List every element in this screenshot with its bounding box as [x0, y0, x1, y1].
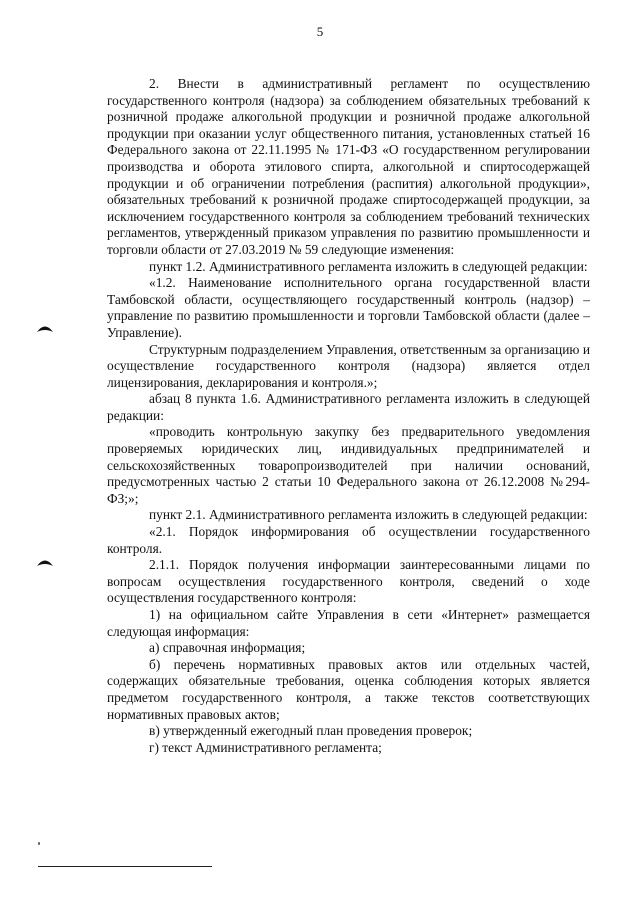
paragraph: пункт 2.1. Административного регламента изложить в следующей редакции:	[149, 507, 588, 523]
page-number: 5	[316, 24, 324, 39]
paragraph: пункт 1.2. Административного регламента изложить в следующей редакции:	[149, 258, 588, 274]
paragraph: 2. Внести в административный регламент по осуществлению государственного контроля (надзора) за соблюдением обязательных требований к розничной продаже алкогольной продукции и розничной продаже алкогольной продукции при оказании услуг общественного питания, установленных статьей 16 Федерального закона от 22.11.1995 № 171-ФЗ «О государственном регулировании производства и оборота этилового спирта, алкогольной и спиртосодержащей продукции и об ограничении потребления (распития) алкогольной продукции», обязательных требований к розничной продаже спиртосодержащей продукции, за исключением государственного контроля за соблюдением требований технических регламентов, утвержденный приказом управления по развитию промышленности и торговли области от 27.03.2019 № 59 следующие изменения:	[107, 76, 590, 257]
paragraph: г) текст Административного регламента;	[149, 739, 382, 755]
paragraph: 2.1.1. Порядок получения информации заинтересованными лицами по вопросам осуществления государственного контроля, сведений о ходе осуществления государственного контроля:	[107, 557, 590, 606]
paragraph: в) утвержденный ежегодный план проведения проверок;	[149, 723, 473, 739]
scan-speck	[38, 842, 40, 845]
paragraph: б) перечень нормативных правовых актов или отдельных частей, содержащих обязательные требования, оценка соблюдения которых является предметом государственного контроля, а также текстов соответствующих нормативных правовых актов;	[107, 656, 590, 722]
paragraph: «проводить контрольную закупку без предварительного уведомления проверяемых юридических лиц, индивидуальных предпринимателей и сельскохозяйственных товаропроизводителей при наличии оснований, предусмотренных частью 2 статьи 10 Федерального закона от 26.12.2008 №294-ФЗ;»;	[107, 424, 590, 506]
document-body	[107, 76, 590, 756]
paragraph: а) справочная информация;	[149, 640, 306, 656]
paragraph: «2.1. Порядок информирования об осуществлении государственного контроля.	[107, 524, 590, 556]
paragraph: «1.2. Наименование исполнительного органа государственной власти Тамбовской области, осуществляющего государственный контроль (надзор) – управление по развитию промышленности и торговли Тамбовской области (далее – Управление).	[107, 275, 590, 340]
footnote-divider	[38, 866, 212, 867]
punch-mark-icon	[36, 323, 54, 333]
punch-mark-icon	[36, 557, 54, 567]
paragraph: 1) на официальном сайте Управления в сети «Интернет» размещается следующая информация:	[107, 607, 590, 639]
paragraph: абзац 8 пункта 1.6. Административного регламента изложить в следующей редакции:	[107, 391, 590, 423]
paragraph: Структурным подразделением Управления, ответственным за организацию и осуществление государственного контроля (надзора) является отдел лицензирования, декларирования и контроля.»;	[107, 341, 590, 390]
